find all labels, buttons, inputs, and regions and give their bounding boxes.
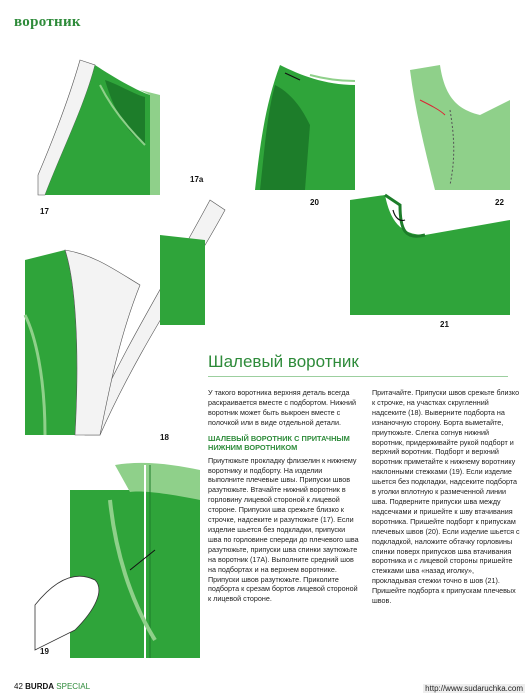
text-column-right — [372, 388, 520, 608]
intro-paragraph: У такого воротника верхняя деталь всегда раскраивается вместе с подбортом. Нижний воротник может быть выкроен вместе с полочкой или в виде отдельной детали. — [208, 388, 357, 427]
text-column-left — [208, 388, 360, 606]
body-right: Притачайте. Припуски швов срежьте близко к строчке, на участках скругленний надсеките (18). Выверните подборта на изнаночную сторону. Борта выметайте, приутюжьте. Слегка согнув нижний воротник, придерживайте рукой подборт и верхний воротник. Подборт и верхний воротник приметайте к нижнему воротнику наклонными стежками (19). Если изделие шьется без подкладки, надсеките подборта в уголки вплотную к размеченной линии шва. Подверните припуски шва между надсечками и пришейте к шву втачивания воротника. Пришейте подборт к припускам плечевых швов (20). Если изделие шьется с подкладкой, наложите обтачку горловины спинки поверх припусков шва втачивания воротника и с лицевой стороны пришейте стежками шва «назад иголку», прокладывая стежки точно в шов (21). Пришейте подборта к припускам плечевых швов. — [372, 388, 520, 606]
figure-19 — [35, 460, 205, 660]
figure-17-label: 17 — [40, 207, 49, 216]
brand: BURDA — [25, 682, 55, 691]
watermark: http://www.sudaruchka.com — [425, 684, 523, 693]
figure-17a-label: 17а — [190, 175, 204, 184]
figure-22-label: 22 — [495, 198, 504, 207]
section-title: Шалевый воротник — [208, 352, 359, 371]
section-header: воротник — [14, 14, 81, 30]
edition: SPECIAL — [56, 682, 91, 691]
figure-18-label: 18 — [160, 433, 169, 442]
subhead: ШАЛЕВЫЙ ВОРОТНИК С ПРИТАЧНЫМ НИЖНИМ ВОРОТНИКОМ — [208, 433, 350, 452]
figure-19-label: 19 — [40, 647, 49, 656]
page-number: 42 — [14, 682, 23, 691]
figure-21 — [345, 190, 515, 320]
figure-18 — [20, 195, 230, 440]
figure-21-label: 21 — [440, 320, 449, 329]
footer — [14, 682, 90, 691]
figure-17 — [40, 55, 190, 205]
figure-20 — [245, 55, 365, 195]
figure-20-label: 20 — [310, 198, 319, 207]
figure-22 — [400, 60, 515, 195]
title-rule — [208, 376, 508, 377]
body-left: Приутюжьте прокладку флизелин к нижнему воротнику и подборту. На изделии выполните плечевые швы. Припуски швов разутюжьте. Втачайте нижний воротник в горловину лицевой стороной к лицевой стороне. Припуски шва срежьте близко к строчке, надсеките и разутюжьте (17). Если изделие шьется без подкладки, припуски шва по горловине спереди до плечевого шва разутюжьте, припуски шва спинки заутюжьте на воротник (17А). Выполните средний шов на подбортах и на верхнем воротнике. Припуски швов разутюжьте. Приколите подборта к срезам бортов лицевой стороной к лицевой стороне. — [208, 455, 359, 604]
